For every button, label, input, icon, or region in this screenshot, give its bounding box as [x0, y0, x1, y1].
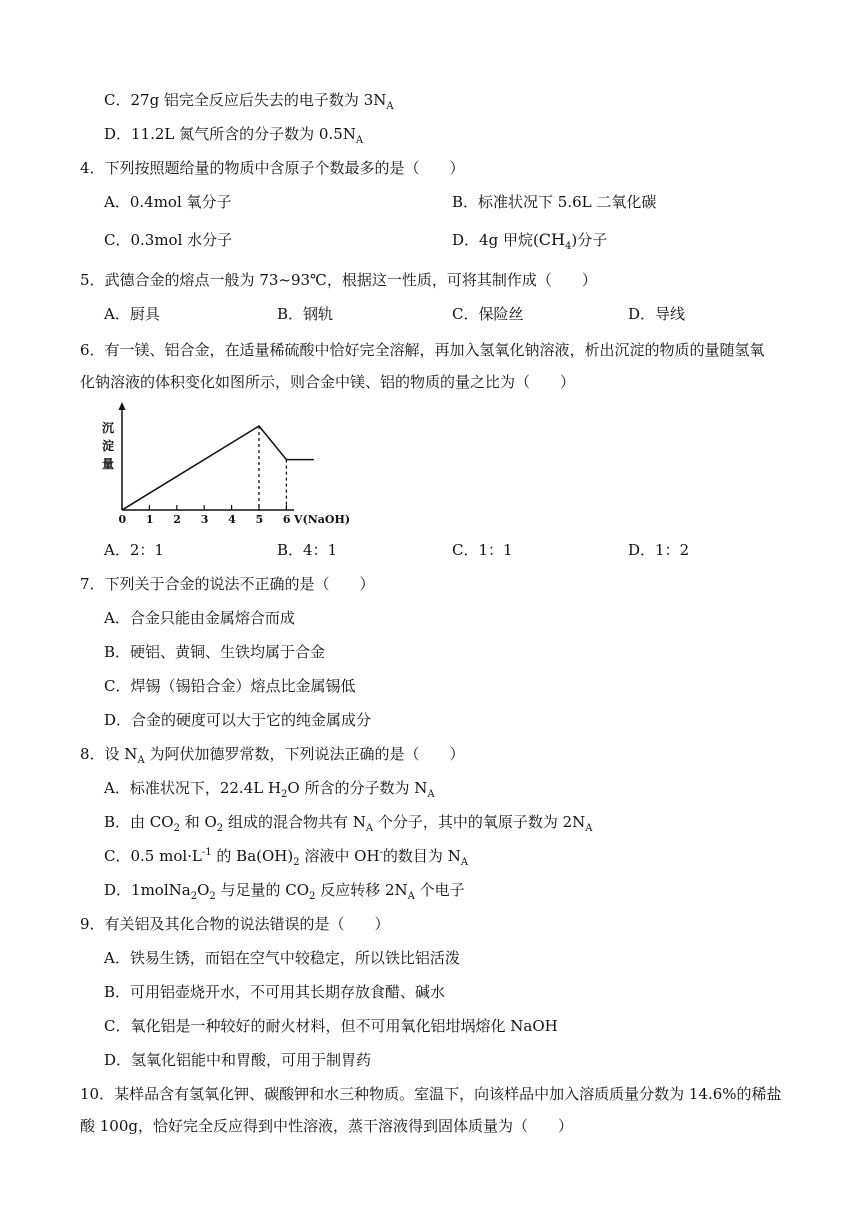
q9-option-d: D．氢氧化铝能中和胃酸，可用于制胃药	[104, 1051, 372, 1069]
q9-option-a: A．铁易生锈，而铝在空气中较稳定，所以铁比铝活泼	[104, 949, 460, 967]
q6-option-c: C．1：1	[452, 541, 513, 559]
q3-option-d: D．11.2L 氮气所含的分子数为 $0.5N_A$	[104, 125, 364, 146]
q7-stem: 7．下列关于合金的说法不正确的是（ ）	[80, 575, 375, 593]
q9-option-b: B．可用铝壶烧开水，不可用其长期存放食醋、碱水	[104, 983, 446, 1001]
q7-option-a: A．合金只能由金属熔合而成	[104, 609, 295, 627]
q7-option-b: B．硬铝、黄铜、生铁均属于合金	[104, 643, 326, 661]
q5-option-a: A．厨具	[104, 305, 160, 323]
q6-option-a: A．2：1	[104, 541, 164, 559]
y-label-1: 沉	[102, 421, 115, 435]
x-tick-label: 6	[282, 513, 291, 526]
y-label-2: 淀	[102, 439, 115, 453]
q5-option-d: D．导线	[628, 305, 686, 323]
q10-stem-line2: 酸 100g，恰好完全反应得到中性溶液，蒸干溶液得到固体质量为（ ）	[80, 1117, 574, 1135]
x-tick-label: 2	[173, 513, 181, 526]
q3-option-c: C．27g 铝完全反应后失去的电子数为 $3N_A$	[104, 91, 394, 112]
x-tick-label: 4	[228, 513, 236, 526]
q5-stem: 5．武德合金的熔点一般为 73~93℃，根据这一性质，可将其制作成（ ）	[80, 271, 597, 289]
q9-stem: 9．有关铝及其化合物的说法错误的是（ ）	[80, 915, 390, 933]
q6-option-d: D．1：2	[628, 541, 690, 559]
q6-stem-line2: 化钠溶液的体积变化如图所示，则合金中镁、铝的物质的量之比为（ ）	[80, 373, 576, 391]
q4-option-b: B．标准状况下 5.6L 二氧化碳	[452, 193, 657, 211]
q7-option-d: D．合金的硬度可以大于它的纯金属成分	[104, 711, 372, 729]
q8-option-b: B．由 $CO_2$ 和 $O_2$ 组成的混合物共有 $N_A$ 个分子，其中的氧原子数为 $2N_A$	[104, 813, 593, 834]
q4-option-a: A．0.4mol 氧分子	[104, 193, 232, 211]
q8-stem: 8．设 $N_A$ 为阿伏加德罗常数，下列说法正确的是（ ）	[80, 745, 465, 766]
x-tick-label: 1	[145, 513, 154, 526]
q8-option-d: D．$1molNa_2O_2$ 与足量的 $CO_2$ 反应转移 $2N_A$ 个电子	[104, 881, 465, 902]
q6-option-b: B．4：1	[277, 541, 338, 559]
q10-stem-line1: 10．某样品含有氢氧化钾、碳酸钾和水三种物质。室温下，向该样品中加入溶质质量分数为 14.6%的稀盐	[80, 1085, 782, 1103]
q5-option-c: C．保险丝	[452, 305, 524, 323]
q7-option-c: C．焊锡（锡铅合金）熔点比金属锡低	[104, 677, 356, 695]
q5-option-b: B．钢轨	[277, 305, 334, 323]
x-tick-label: 5	[255, 513, 264, 526]
q8-option-a: A．标准状况下，22.4L $H_2O$ 所含的分子数为 $N_A$	[104, 779, 435, 800]
y-label-3: 量	[102, 457, 115, 471]
x-label: V(NaOH)	[294, 513, 351, 526]
x-tick-label: 3	[200, 513, 209, 526]
precipitate-line	[122, 426, 314, 510]
precipitate-graph	[98, 402, 358, 528]
q4-option-c: C．0.3mol 水分子	[104, 231, 233, 249]
x-tick-label: 0	[118, 513, 127, 526]
q6-stem-line1: 6．有一镁、铝合金，在适量稀硫酸中恰好完全溶解，再加入氢氧化钠溶液，析出沉淀的物质的量随氢氧	[80, 341, 765, 359]
q9-option-c: C．氧化铝是一种较好的耐火材料，但不可用氧化铝坩埚熔化 NaOH	[104, 1017, 558, 1035]
y-axis-arrow	[119, 402, 126, 410]
q4-stem: 4．下列按照题给量的物质中含原子个数最多的是（ ）	[80, 159, 465, 177]
q4-option-d: D．4g 甲烷$(CH_4)$分子	[452, 230, 608, 252]
q8-option-c: C．0.5 $mol\cdot L^{-1}$ 的 $Ba(OH)_2$ 溶液中 OH-的数目为 $N_A$	[104, 847, 469, 868]
